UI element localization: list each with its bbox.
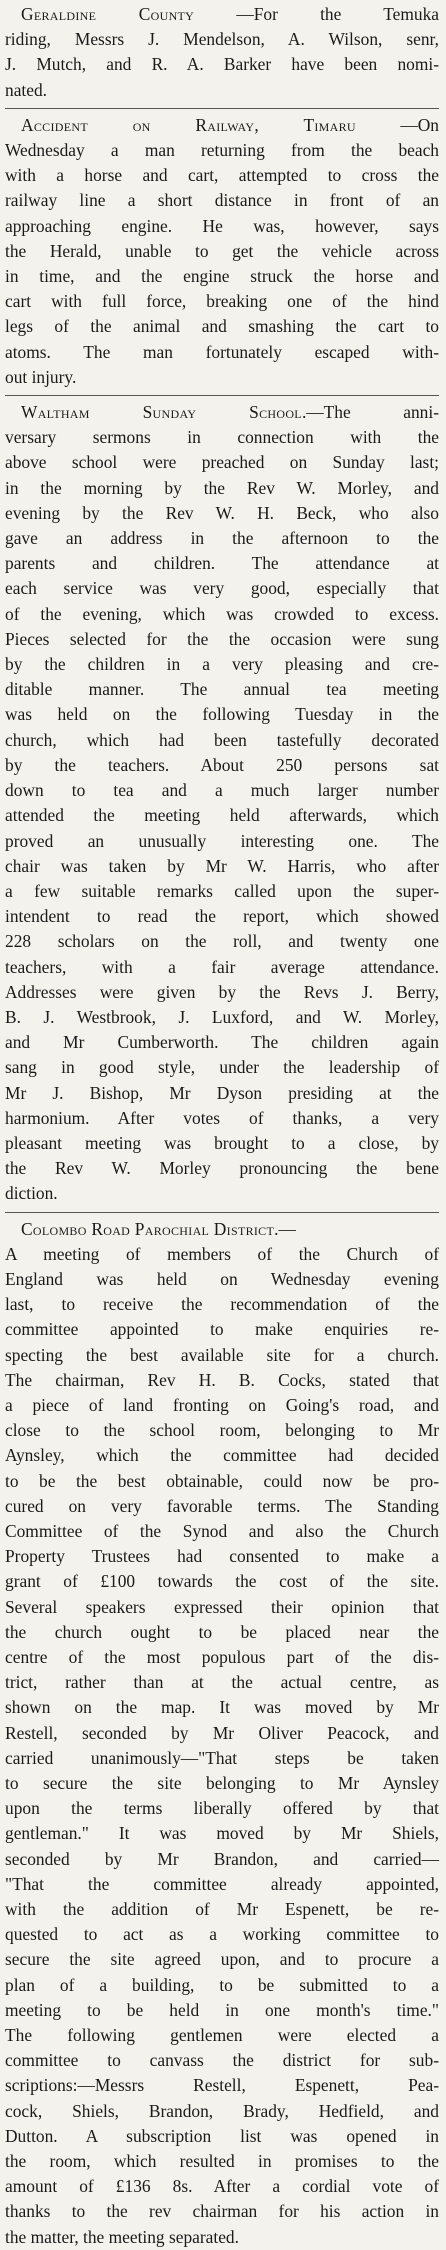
article-text-line: diction.: [5, 1183, 58, 1204]
article-text-line: to secure the site belonging to Mr Aynsley: [5, 1773, 439, 1794]
article-text-line: nated.: [5, 79, 48, 100]
article-text-line: —On: [400, 114, 439, 135]
article-text-line: the Rev W. Morley pronouncing the bene: [5, 1158, 439, 1179]
article-text-line: amount of £136 8s. After a cordial vote of: [5, 2176, 439, 2197]
article-text-line: to be the best obtainable, could now be pro-: [5, 1470, 439, 1491]
article-text-line: Several speakers expressed their opinion that: [5, 1596, 439, 1617]
column-divider: [5, 1212, 439, 1213]
article-text-line: the church ought to be placed near the: [5, 1621, 439, 1642]
article-text-line: secure the site agreed upon, and to procure a: [5, 1949, 439, 1970]
article-text-line: upon the terms liberally offered by that: [5, 1798, 439, 1819]
column-divider: [5, 395, 439, 396]
article-text-line: a few suitable remarks called upon the super-: [5, 880, 439, 901]
article-text-line: teachers, with a fair average attendance.: [5, 956, 439, 977]
article-text-line: Aynsley, which the committee had decided: [5, 1445, 439, 1466]
article-text-line: out injury.: [5, 366, 77, 387]
article-colombo-road-parochial-district: [5, 1217, 439, 2250]
article-text-line: carried unanimously—"That steps be taken: [5, 1747, 439, 1768]
article-text-line: by the teachers. About 250 persons sat: [5, 754, 439, 775]
article-text-line: harmonium. After votes of thanks, a very: [5, 1107, 439, 1128]
article-accident-on-railway: [5, 113, 439, 390]
article-text-line: Pieces selected for the the occasion were sung: [5, 628, 439, 649]
article-text-line: of the evening, which was crowded to excess.: [5, 603, 439, 624]
article-text-line: proved an unusually interesting one. The: [5, 830, 439, 851]
article-geraldine-county: [5, 2, 439, 103]
article-text-line: plan of a building, to be submitted to a: [5, 1974, 439, 1995]
article-text-line: grant of £100 towards the cost of the site.: [5, 1571, 439, 1592]
article-text-line: with a horse and cart, attempted to cross the: [5, 165, 439, 186]
article-text-line: the room, which resulted in promises to the: [5, 2151, 439, 2172]
article-text-line: last, to receive the recommendation of the: [5, 1294, 439, 1315]
article-heading: Waltham Sunday School: [21, 402, 302, 423]
article-text-line: trict, rather than at the actual centre, as: [5, 1672, 439, 1693]
article-text-line: "That the committee already appointed,: [5, 1873, 439, 1894]
article-text-line: in the morning by the Rev W. Morley, and: [5, 477, 439, 498]
article-first-line: [5, 1217, 439, 1242]
article-text-line: versary sermons in connection with the: [5, 427, 439, 448]
article-text-line: close to the school room, belonging to Mr: [5, 1420, 439, 1441]
article-text-line: thanks to the rev chairman for his action in: [5, 2201, 439, 2222]
article-text-line: Wednesday a man returning from the beach: [5, 140, 439, 161]
article-first-line: [5, 113, 439, 138]
article-text-line: —For the Temuka: [236, 4, 439, 24]
article-text-line: quested to act as a working committee to: [5, 1924, 439, 1945]
article-first-line: [5, 2, 439, 27]
article-text-line: Mr J. Bishop, Mr Dyson presiding at the: [5, 1082, 439, 1103]
article-text-line: chair was taken by Mr W. Harris, who after: [5, 855, 439, 876]
article-text-line: church, which had been tastefully decorated: [5, 729, 439, 750]
article-text-line: meeting to be held in one month's time.": [5, 1999, 439, 2020]
article-text-line: Restell, seconded by Mr Oliver Peacock, and: [5, 1722, 439, 1743]
article-text-line: in time, and the engine struck the horse and: [5, 266, 439, 287]
article-text-line: gave an address in the afternoon to the: [5, 528, 439, 549]
article-text-line: railway line a short distance in front of an: [5, 190, 439, 211]
article-text-line: Property Trustees had consented to make a: [5, 1546, 439, 1567]
article-text-line: above school were preached on Sunday last;: [5, 452, 439, 473]
article-text-line: evening by the Rev W. H. Beck, who also: [5, 502, 439, 523]
article-text-line: was held on the following Tuesday in the: [5, 704, 439, 725]
article-text-line: each service was very good, especially that: [5, 578, 439, 599]
article-text-line: pleasant meeting was brought to a close, by: [5, 1132, 439, 1153]
article-text-line: J. Mutch, and R. A. Barker have been nomi-: [5, 54, 439, 75]
article-text-line: shown on the map. It was moved by Mr: [5, 1697, 439, 1718]
article-text-line: committee to canvass the district for sub-: [5, 2050, 439, 2071]
article-text-line: cured on very favorable terms. The Standing: [5, 1495, 439, 1516]
article-text-line: sang in good style, under the leadership of: [5, 1057, 439, 1078]
article-text-line: and Mr Cumberworth. The children again: [5, 1032, 439, 1053]
article-text-line: attended the meeting held afterwards, which: [5, 805, 439, 826]
article-heading: Geraldine County: [21, 4, 195, 24]
article-text-line: committee appointed to make enquiries re-: [5, 1319, 439, 1340]
article-waltham-sunday-school: [5, 400, 439, 1207]
article-text-line: The chairman, Rev H. B. Cocks, stated that: [5, 1369, 439, 1390]
article-text-line: 228 scholars on the roll, and twenty one: [5, 931, 439, 952]
article-text-line: Committee of the Synod and also the Church: [5, 1520, 439, 1541]
article-text-line: B. J. Westbrook, J. Luxford, and W. Morley,: [5, 1006, 439, 1027]
article-text-line: intendent to read the report, which showed: [5, 906, 439, 927]
article-text-line: specting the best available site for a church.: [5, 1344, 439, 1365]
article-text-line: legs of the animal and smashing the cart to: [5, 316, 439, 337]
article-text-line: cock, Shiels, Brandon, Brady, Hedfield, and: [5, 2100, 439, 2121]
article-heading: Accident on Railway, Timaru: [21, 114, 356, 135]
article-text-line: down to tea and a much larger number: [5, 780, 439, 801]
article-text-line: atoms. The man fortunately escaped with-: [5, 341, 439, 362]
article-text-line: riding, Messrs J. Mendelson, A. Wilson, senr,: [5, 29, 439, 50]
article-text-line: gentleman." It was moved by Mr Shiels,: [5, 1823, 439, 1844]
article-text-line: a piece of land fronting on Going's road, and: [5, 1394, 439, 1415]
article-text-line: cart with full force, breaking one of the hind: [5, 291, 439, 312]
article-text-line: England was held on Wednesday evening: [5, 1268, 439, 1289]
article-text-line: Addresses were given by the Revs J. Berry,: [5, 981, 439, 1002]
article-text-line: The following gentlemen were elected a: [5, 2025, 439, 2046]
article-text-line: centre of the most populous part of the dis-: [5, 1647, 439, 1667]
article-text-line: approaching engine. He was, however, says: [5, 215, 439, 236]
article-text-line: by the children in a very pleasing and cre-: [5, 654, 439, 675]
article-text-line: parents and children. The attendance at: [5, 553, 439, 574]
article-text-line: scriptions:—Messrs Restell, Espenett, Pea-: [5, 2075, 439, 2096]
article-text-line: .—: [274, 1218, 296, 1239]
article-text-line: ditable manner. The annual tea meeting: [5, 679, 439, 700]
article-first-line: [5, 400, 439, 425]
column-divider: [5, 108, 439, 109]
article-text-line: .—The anni-: [301, 402, 439, 423]
article-text-line: Dutton. A subscription list was opened in: [5, 2125, 439, 2146]
article-text-line: with the addition of Mr Espenett, be re-: [5, 1899, 439, 1920]
article-text-line: the matter, the meeting separated.: [5, 2226, 239, 2247]
article-text-line: the Herald, unable to get the vehicle across: [5, 240, 439, 261]
article-text-line: A meeting of members of the Church of: [5, 1243, 439, 1264]
article-text-line: seconded by Mr Brandon, and carried—: [5, 1848, 439, 1869]
article-heading: Colombo Road Parochial District: [21, 1218, 275, 1239]
